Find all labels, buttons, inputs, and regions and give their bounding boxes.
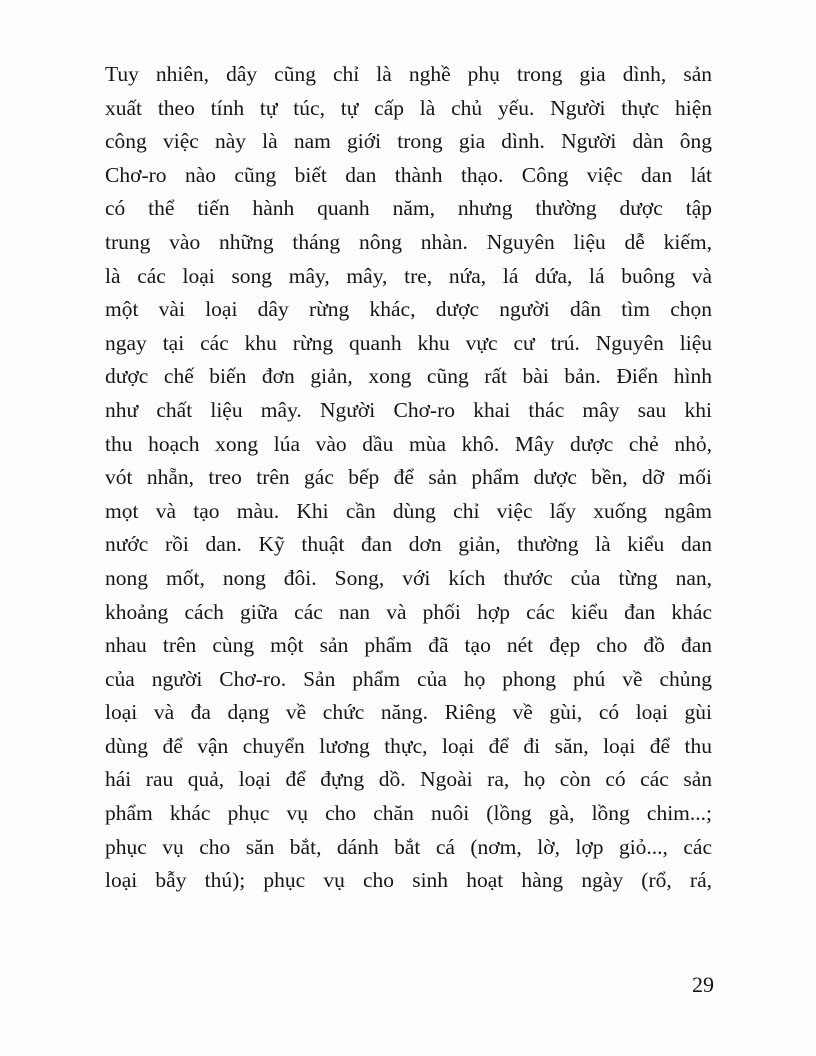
text-line: phục vụ cho săn bắt, dánh bắt cá (nơm, lờ, lợp giỏ..., các	[105, 834, 712, 859]
text-line: dược chế biến đơn giản, xong cũng rất bài bản. Điển hình	[105, 364, 712, 389]
text-line: xuất theo tính tự túc, tự cấp là chủ yếu. Người thực hiện	[105, 95, 712, 120]
text-line: loại và đa dạng về chức năng. Riêng về gùi, có loại gùi	[105, 700, 712, 725]
text-line: khoảng cách giữa các nan và phối hợp các kiểu đan khác	[105, 599, 712, 624]
text-line: nhau trên cùng một sản phẩm đã tạo nét đẹp cho đồ đan	[105, 633, 712, 658]
page-number: 29	[692, 972, 714, 997]
text-line: mọt và tạo màu. Khi cần dùng chỉ việc lấy xuống ngâm	[105, 498, 712, 523]
text-line: là các loại song mây, mây, tre, nứa, lá dứa, lá buông và	[105, 263, 712, 288]
text-line: một vài loại dây rừng khác, dược người dân tìm chọn	[105, 297, 712, 322]
text-line: phẩm khác phục vụ cho chăn nuôi (lồng gà, lồng chim...;	[105, 801, 712, 826]
text-line: Tuy nhiên, dây cũng chỉ là nghề phụ trong gia dình, sản	[105, 62, 712, 86]
text-line: hái rau quả, loại để đựng dồ. Ngoài ra, họ còn có các sản	[105, 767, 712, 792]
text-line: trung vào những tháng nông nhàn. Nguyên liệu dễ kiếm,	[105, 229, 712, 254]
text-line: thu hoạch xong lúa vào dầu mùa khô. Mây dược chẻ nhỏ,	[105, 431, 712, 456]
text-line: vót nhẵn, treo trên gác bếp để sản phẩm dược bền, dỡ mối	[105, 465, 712, 490]
text-line: loại bẫy thú); phục vụ cho sinh hoạt hàng ngày (rổ, rá,	[105, 868, 712, 893]
text-line: Chơ-ro nào cũng biết dan thành thạo. Công việc dan lát	[105, 162, 712, 187]
text-line: như chất liệu mây. Người Chơ-ro khai thác mây sau khi	[105, 397, 712, 422]
text-line: nước rồi dan. Kỹ thuật đan dơn giản, thường là kiểu dan	[105, 532, 712, 557]
text-line: nong mốt, nong đôi. Song, với kích thước của từng nan,	[105, 565, 712, 590]
text-line: công việc này là nam giới trong gia dình. Người dàn ông	[105, 129, 712, 154]
text-line: dùng để vận chuyển lương thực, loại để đi săn, loại để thu	[105, 733, 712, 758]
text-line: có thể tiến hành quanh năm, nhưng thường dược tập	[105, 196, 712, 221]
body-paragraph	[105, 58, 712, 898]
text-line: ngay tại các khu rừng quanh khu vực cư trú. Nguyên liệu	[105, 330, 712, 355]
text-line: của người Chơ-ro. Sản phẩm của họ phong phú về chủng	[105, 666, 712, 691]
